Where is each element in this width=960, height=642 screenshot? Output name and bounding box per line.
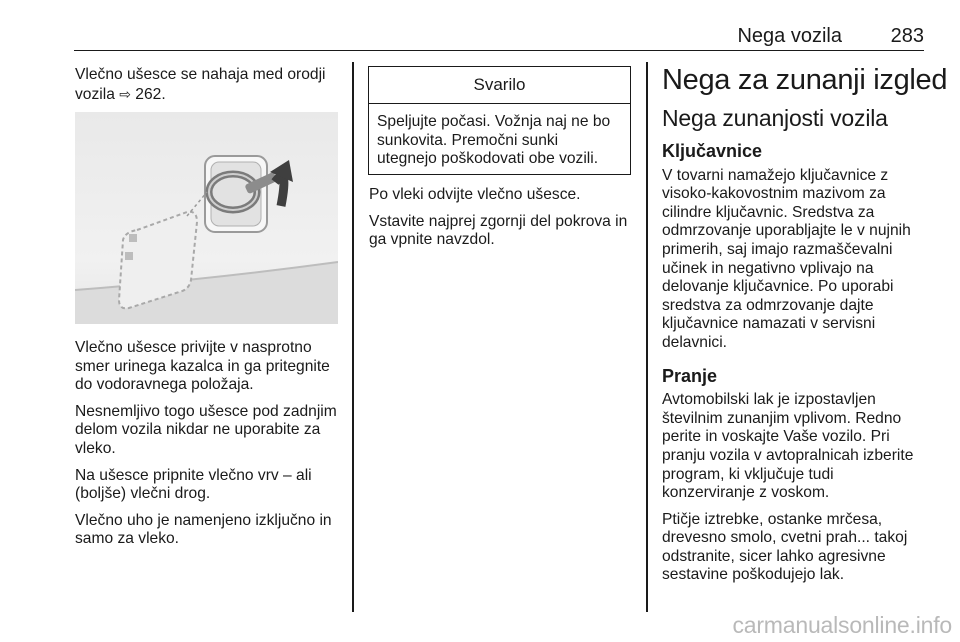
page-number: 283 [890,25,924,47]
left-column-body [75,339,345,557]
paragraph: Po vleki odvijte vlečno ušesce. [369,186,581,203]
watermark: carmanualsonline.info [732,612,952,638]
page-ref-link[interactable]: 262. [135,85,166,103]
intro-text: Vlečno ušesce se nahaja med orodji vozila [75,66,326,103]
paragraph: Nesnemljivo togo ušesce pod zadnjim delom vozila nikdar ne uporabite za vleko. [75,402,337,457]
intro-paragraph [75,66,343,104]
warning-text: Speljujte počasi. Vožnja naj ne bo sunkovita. Premočni sunki utegnejo poškodovati obe vozili. [377,113,611,168]
subsection-heading-washing: Pranje [662,365,718,386]
middle-column-body [369,186,637,258]
paragraph: Vstavite najprej zgornji del pokrova in ga vpnite navzdol. [369,212,628,249]
paragraph: Avtomobilski lak je izpostavljen številnim zunanjim vplivom. Redno perite in voskajte Vaše vozilo. Pri pranju vozila v avtopralnicah izberite program, ki vključuje tudi konzerviranje z voskom. [662,391,914,502]
paragraph: Na ušesce pripnite vlečno vrv – ali (boljše) vlečni drog. [75,466,312,503]
towing-eye-drawing [75,112,338,324]
paragraph: Ptičje iztrebke, ostanke mrčesa, drevesno smolo, cvetni prah... takoj odstranite, sicer lahko agresivne sestavine poškodujejo lak. [662,510,908,584]
page-header [74,22,924,51]
right-column-body [662,142,928,593]
warning-box [368,66,631,175]
paragraph: Vlečno ušesce privijte v nasprotno smer urinega kazalca in ga pritegnite do vodoravnega položaja. [75,339,330,394]
warning-title: Svarilo [369,67,630,104]
column-divider-left [352,62,354,612]
paragraph: Vlečno uho je namenjeno izključno in samo za vleko. [75,511,332,548]
paragraph: V tovarni namažejo ključavnice z visoko-kakovostnim mazivom za cilindre ključavnic. Sredstva za odmrzovanje uporabljajte le v nujnih primerih, saj imajo razmaščevalni učinek in negativno vplivajo na delovanje ključavnice. Po uporabi sredstva za odmrzovanje dajte ključavnice namazati v servisni delavnici. [662,166,911,351]
section-heading: Nega zunanjosti vozila [662,105,888,131]
towing-eye-illustration [75,112,338,324]
section-title: Nega vozila [737,25,842,47]
left-column-intro [75,66,343,112]
column-divider-right [646,62,648,612]
chapter-title: Nega za zunanji izgled [662,64,948,96]
page-ref-arrow-icon: ⇨ [119,85,131,102]
subsection-heading-locks: Ključavnice [662,141,763,161]
